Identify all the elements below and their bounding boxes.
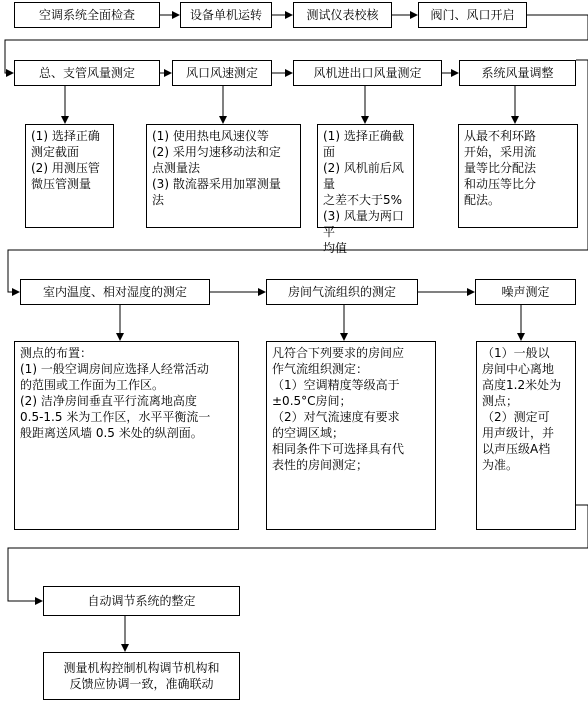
- note-noise-measure: （1）一般以 房间中心离地 高度1.2米处为 测点； （2）测定可 用声级计，并 以声压级A档 为准。: [476, 341, 576, 530]
- step-noise-measure: 噪声测定: [475, 279, 576, 305]
- step-main-branch-airflow: 总、支管风量测定: [14, 60, 160, 86]
- note-fan-inout-airflow: (1) 选择正确截面 (2) 风机前后风量 之差不大于5% (3) 风量为两口平 均值: [317, 124, 414, 228]
- step-system-airflow-adjust: 系统风量调整: [459, 60, 576, 86]
- step-vent-velocity: 风口风速测定: [172, 60, 272, 86]
- note-system-airflow-adjust: 从最不利环路 开始，采用流 量等比分配法 和动压等比分 配法。: [458, 124, 578, 228]
- step-room-airflow-pattern: 房间气流组织的测定: [266, 279, 418, 305]
- step-fan-inout-airflow: 风机进出口风量测定: [293, 60, 442, 86]
- step-auto-control-tuning: 自动调节系统的整定: [43, 586, 240, 616]
- note-room-airflow-pattern: 凡符合下列要求的房间应 作气流组织测定： （1）空调精度等级高于 ±0.5°C房间； （2）对气流速度有要求 的空调区域； 相同条件下可选择具有代 表性的房间测定；: [266, 341, 436, 530]
- step-equipment-single-run: 设备单机运转: [180, 2, 272, 28]
- step-instrument-calibration: 测试仪表校核: [293, 2, 392, 28]
- step-aircon-system-check: 空调系统全面检查: [14, 2, 160, 28]
- step-temp-humidity: 室内温度、相对湿度的测定: [20, 279, 210, 305]
- note-temp-humidity: 测点的布置： (1) 一般空调房间应选择人经常活动 的范围或工作面为工作区。 (2) 洁净房间垂直平行流离地高度 0.5-1.5 米为工作区，水平平衡流一 般距离送风墙 0.5 米处的纵剖面。: [14, 341, 239, 530]
- note-main-branch-airflow: (1) 选择正确 测定截面 (2) 用测压管 微压管测量: [25, 124, 114, 228]
- result-coordinated-linkage: 测量机构控制机构调节机构和 反馈应协调一致，准确联动: [43, 652, 240, 700]
- step-valve-vent-open: 阀门、风口开启: [418, 2, 527, 28]
- note-vent-velocity: (1) 使用热电风速仪等 (2) 采用匀速移动法和定 点测量法 (3) 散流器采用加罩测量 法: [146, 124, 301, 228]
